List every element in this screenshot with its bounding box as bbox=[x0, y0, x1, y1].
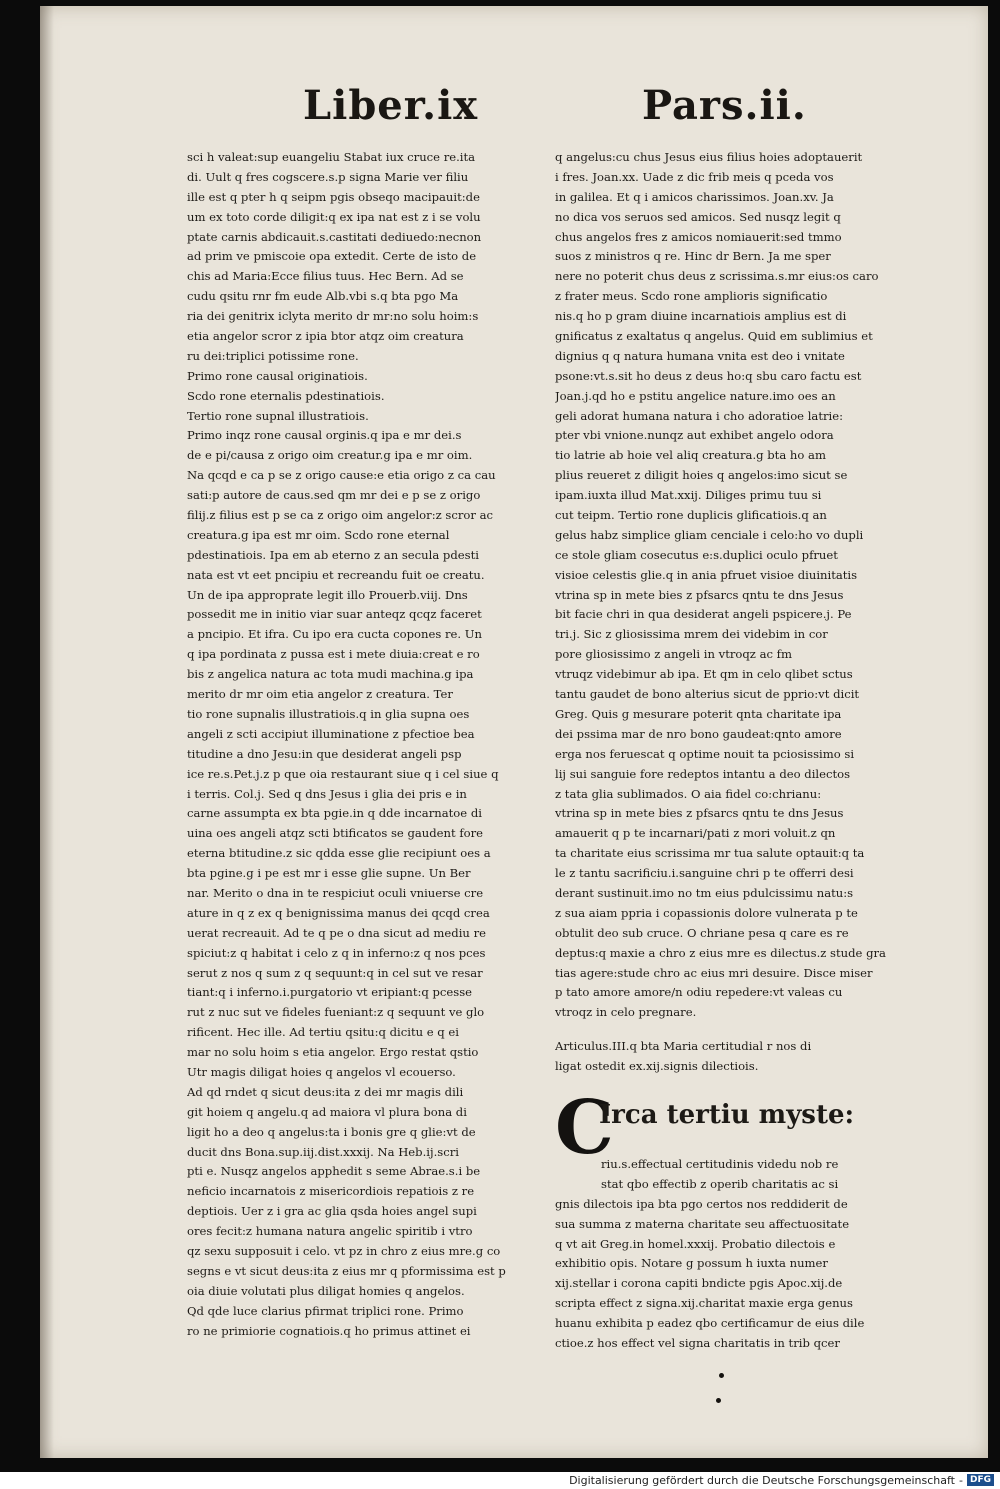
article-heading bbox=[555, 1037, 927, 1077]
text-line: ro ne primiorie cognatiois.q ho primus attinet ei bbox=[187, 1323, 471, 1338]
text-line: Tertio rone supnal illustratiois. bbox=[187, 408, 369, 423]
text-line: z frater meus. Scdo rone amplioris significatio bbox=[555, 289, 828, 304]
text-line: sua summa z materna charitate seu affectuositate bbox=[555, 1216, 850, 1231]
text-line: Qd qde luce clarius pfirmat triplici rone. Primo bbox=[187, 1303, 464, 1318]
left-text-column bbox=[187, 148, 559, 1341]
text-line: titudine a dno Jesu:in que desiderat angeli psp bbox=[187, 746, 462, 761]
text-line: sci h valeat:sup euangeliu Stabat iux cruce re.ita bbox=[187, 150, 476, 164]
text-line: tio latrie ab hoie vel aliq creatura.g bta ho am bbox=[555, 448, 826, 463]
text-line: pore gliosissimo z angeli in vtroqz ac fm bbox=[555, 647, 792, 662]
text-line: derant sustinuit.imo no tm eius pdulcissimu natu:s bbox=[555, 885, 854, 900]
initial-continuation-lines bbox=[601, 1155, 927, 1195]
text-line: bit facie chri in qua desiderat angeli pspicere.j. Pe bbox=[555, 607, 852, 622]
text-line: ad prim ve pmiscoie opa extedit. Certe de isto de bbox=[187, 249, 477, 264]
text-line: qz sexu supposuit i celo. vt pz in chro z eius mre.g co bbox=[187, 1243, 501, 1258]
text-line: ria dei genitrix iclyta merito dr mr:no solu hoim:s bbox=[187, 309, 479, 324]
footer-separator: - bbox=[959, 1474, 963, 1487]
text-line: z tata glia sublimados. O aia fidel co:chrianu: bbox=[555, 786, 822, 801]
text-line: Primo rone causal originatiois. bbox=[187, 368, 368, 383]
text-line: ores fecit:z humana natura angelic spiritib i vtro bbox=[187, 1224, 473, 1239]
text-line: ligat ostedit ex.xij.signis dilectiois. bbox=[555, 1059, 759, 1074]
text-line: tiant:q i inferno.i.purgatorio vt eripiant:q pcesse bbox=[187, 985, 473, 1000]
text-line: tio rone supnalis illustratiois.q in glia supna oes bbox=[187, 706, 470, 721]
text-line: dei pssima mar de nro bono gaudeat:qnto amore bbox=[555, 726, 842, 741]
text-line: tantu gaudet de bono alterius sicut de pprio:vt dicit bbox=[555, 687, 860, 702]
signature-mark-dot bbox=[716, 1398, 721, 1403]
decorated-initial-letter: C bbox=[555, 1084, 614, 1171]
text-line: serut z nos q sum z q sequunt:q in cel sut ve resar bbox=[187, 965, 483, 980]
text-line: geli adorat humana natura i cho adoratioe latrie: bbox=[555, 408, 844, 423]
footer-credit-text: Digitalisierung gefördert durch die Deutsche Forschungsgemeinschaft bbox=[569, 1474, 955, 1487]
running-head-left: Liber.ix bbox=[303, 82, 479, 129]
text-line: vtrina sp in mete bies z pfsarcs qntu te dns Jesus bbox=[555, 806, 844, 821]
text-line: huanu exhibita p eadez qbo certificamur de eius dile bbox=[555, 1316, 865, 1331]
text-line: le z tantu sacrificiu.i.sanguine chri p te offerri desi bbox=[555, 866, 854, 881]
text-line: etia angelor scror z ipia btor atqz oim creatura bbox=[187, 329, 464, 344]
text-line: eterna btitudine.z sic qdda esse glie recipiunt oes a bbox=[187, 846, 491, 861]
text-line: suos z ministros q re. Hinc dr Bern. Ja me sper bbox=[555, 249, 831, 264]
text-line: git hoiem q angelu.q ad maiora vl plura bona di bbox=[187, 1104, 467, 1119]
text-line: rut z nuc sut ve fideles fueniant:z q sequunt ve glo bbox=[187, 1005, 485, 1020]
text-line: p tato amore amore/n odiu repedere:vt valeas cu bbox=[555, 985, 843, 1000]
text-line: a pncipio. Et ifra. Cu ipo era cucta copones re. Un bbox=[187, 627, 482, 642]
text-line: z sua aiam ppria i copassionis dolore vulnerata p te bbox=[555, 905, 858, 920]
text-line: gnificatus z exaltatus q angelus. Quid em sublimius et bbox=[555, 329, 873, 344]
text-line: ature in q z ex q benignissima manus dei qcqd crea bbox=[187, 905, 490, 920]
text-line: deptiois. Uer z i gra ac glia qsda hoies angel supi bbox=[187, 1204, 477, 1219]
text-line: gnis dilectois ipa bta pgo certos nos reddiderit de bbox=[555, 1196, 848, 1211]
text-line: gelus habz simplice gliam cenciale i celo:ho vo dupli bbox=[555, 527, 864, 542]
text-line: ctioe.z hos effect vel signa charitatis in trib qcer bbox=[555, 1335, 840, 1350]
text-line: mar no solu hoim s etia angelor. Ergo restat qstio bbox=[187, 1045, 479, 1060]
text-line: nar. Merito o dna in te respiciut oculi vniuerse cre bbox=[187, 885, 484, 900]
text-line: de e pi/causa z origo oim creatur.g ipa e mr oim. bbox=[187, 448, 473, 463]
text-line: scripta effect z signa.xij.charitat maxie erga genus bbox=[555, 1296, 853, 1311]
text-line: Greg. Quis g mesurare poterit qnta charitate ipa bbox=[555, 706, 842, 721]
text-line: dignius q q natura humana vnita est deo i vnitate bbox=[555, 348, 845, 363]
text-line: Primo inqz rone causal orginis.q ipa e mr dei.s bbox=[187, 428, 462, 443]
text-line: Articulus.III.q bta Maria certitudial r nos di bbox=[555, 1039, 812, 1054]
text-line: stat qbo effectib z operib charitatis ac si bbox=[601, 1176, 839, 1191]
text-line: ice re.s.Pet.j.z p que oia restaurant siue q i cel siue q bbox=[187, 766, 499, 781]
text-line: chus angelos fres z amicos nomiauerit:sed tmmo bbox=[555, 229, 842, 244]
paragraph-gap bbox=[555, 1023, 927, 1037]
text-line: oia diuie volutati plus diligat homies q angelos. bbox=[187, 1283, 465, 1298]
text-line: nere no poterit chus deus z scrissima.s.mr eius:os caro bbox=[555, 269, 879, 284]
text-line: Scdo rone eternalis pdestinatiois. bbox=[187, 388, 385, 403]
text-line: Utr magis diligat hoies q angelos vl ecouerso. bbox=[187, 1064, 456, 1079]
text-line: q ipa pordinata z pussa est i mete diuia:creat e ro bbox=[187, 647, 480, 662]
text-line: xij.stellar i corona capiti bndicte pgis Apoc.xij.de bbox=[555, 1276, 843, 1291]
text-line: carne assumpta ex bta pgie.in q dde incarnatoe di bbox=[187, 806, 482, 821]
text-line: obtulit deo sub cruce. O chriane pesa q care es re bbox=[555, 925, 849, 940]
text-line: pdestinatiois. Ipa em ab eterno z an secula pdesti bbox=[187, 547, 479, 562]
text-line: cudu qsitu rnr fm eude Alb.vbi s.q bta pgo Ma bbox=[187, 289, 459, 304]
text-line: ru dei:triplici potissime rone. bbox=[187, 348, 359, 363]
text-line: nata est vt eet pncipiu et recreandu fuit oe creatu. bbox=[187, 567, 485, 582]
text-line: di. Uult q fres cogscere.s.p signa Marie ver filiu bbox=[187, 169, 469, 184]
text-line: um ex toto corde diligit:q ex ipa nat est z i se volu bbox=[187, 209, 481, 224]
text-line: q vt ait Greg.in homel.xxxij. Probatio dilectois e bbox=[555, 1236, 836, 1251]
text-line: i fres. Joan.xx. Uade z dic frib meis q pceda vos bbox=[555, 169, 834, 184]
initial-first-line: Irca tertiu myste: bbox=[599, 1099, 855, 1130]
text-line: Un de ipa approprate legit illo Prouerb.viij. Dns bbox=[187, 587, 468, 602]
text-line: merito dr mr oim etia angelor z creatura. Ter bbox=[187, 687, 453, 702]
text-line: i terris. Col.j. Sed q dns Jesus i glia dei pris e in bbox=[187, 786, 467, 801]
text-line: psone:vt.s.sit ho deus z deus ho:q sbu caro factu est bbox=[555, 368, 862, 383]
text-line: riu.s.effectual certitudinis videdu nob re bbox=[601, 1156, 839, 1171]
text-line: uina oes angeli atqz scti btificatos se gaudent fore bbox=[187, 826, 484, 841]
right-column-upper-text bbox=[555, 148, 927, 1023]
text-line: uerat recreauit. Ad te q pe o dna sicut ad mediu re bbox=[187, 925, 486, 940]
text-line: pter vbi vnione.nunqz aut exhibet angelo odora bbox=[555, 428, 834, 443]
dfg-logo: DFG bbox=[967, 1474, 994, 1486]
text-line: ta charitate eius scrissima mr tua salute optauit:q ta bbox=[555, 846, 865, 861]
text-line: ptate carnis abdicauit.s.castitati dediuedo:necnon bbox=[187, 229, 482, 244]
text-line: ligit ho a deo q angelus:ta i bonis gre q glie:vt de bbox=[187, 1124, 476, 1139]
text-line: rificent. Hec ille. Ad tertiu qsitu:q dicitu e q ei bbox=[187, 1025, 459, 1040]
text-line: pti e. Nusqz angelos apphedit s seme Abrae.s.i be bbox=[187, 1164, 481, 1179]
text-line: neficio incarnatois z misericordiois repatiois z re bbox=[187, 1184, 475, 1199]
text-line: nis.q ho p gram diuine incarnatiois amplius est di bbox=[555, 309, 847, 324]
text-line: angeli z scti accipiut illuminatione z pfectioe bea bbox=[187, 726, 475, 741]
text-line: plius reueret z diligit hoies q angelos:imo sicut se bbox=[555, 468, 848, 483]
text-line: amauerit q p te incarnari/pati z mori voluit.z qn bbox=[555, 826, 836, 841]
text-line: in galilea. Et q i amicos charissimos. Joan.xv. Ja bbox=[555, 189, 834, 204]
text-line: visioe celestis glie.q in ania pfruet visioe diuinitatis bbox=[555, 567, 858, 582]
text-line: ducit dns Bona.sup.iij.dist.xxxij. Na Heb.ij.scri bbox=[187, 1144, 459, 1159]
text-line: possedit me in initio viar suar anteqz qcqz faceret bbox=[187, 607, 482, 622]
text-line: Joan.j.qd ho e pstitu angelice nature.imo oes an bbox=[555, 388, 836, 403]
digitization-footer bbox=[0, 1472, 1000, 1489]
text-line: vtroqz in celo pregnare. bbox=[555, 1005, 697, 1020]
text-line: bta pgine.g i pe est mr i esse glie supne. Un Ber bbox=[187, 866, 471, 881]
signature-mark-dot bbox=[719, 1373, 724, 1378]
text-line: ce stole gliam cosecutus e:s.duplici oculo pfruet bbox=[555, 547, 838, 562]
text-line: tias agere:stude chro ac eius mri desuire. Disce miser bbox=[555, 965, 873, 980]
running-head-right: Pars.ii. bbox=[642, 82, 807, 129]
text-line: q angelus:cu chus Jesus eius filius hoies adoptauerit bbox=[555, 150, 863, 164]
text-line: sati:p autore de caus.sed qm mr dei e p se z origo bbox=[187, 488, 481, 503]
page-gutter-shadow bbox=[40, 6, 54, 1458]
text-line: vtruqz videbimur ab ipa. Et qm in celo qlibet sctus bbox=[555, 667, 853, 682]
text-line: ipam.iuxta illud Mat.xxij. Diliges primu tuu si bbox=[555, 488, 822, 503]
text-line: vtrina sp in mete bies z pfsarcs qntu te dns Jesus bbox=[555, 587, 844, 602]
right-text-column bbox=[555, 148, 927, 1354]
text-line: filij.z filius est p se ca z origo oim angelor:z scror ac bbox=[187, 508, 493, 523]
right-column-lower-text bbox=[555, 1195, 927, 1354]
text-line: chis ad Maria:Ecce filius tuus. Hec Bern. Ad se bbox=[187, 269, 464, 284]
text-line: ille est q pter h q seipm pgis obseqo macipauit:de bbox=[187, 189, 480, 204]
text-line: deptus:q maxie a chro z eius mre es dilectus.z stude gra bbox=[555, 945, 886, 960]
text-line: creatura.g ipa est mr oim. Scdo rone eternal bbox=[187, 527, 450, 542]
text-line: Ad qd rndet q sicut deus:ita z dei mr magis dili bbox=[187, 1084, 464, 1099]
text-line: cut teipm. Tertio rone duplicis glificatiois.q an bbox=[555, 508, 827, 523]
text-line: tri.j. Sic z gliosissima mrem dei videbim in cor bbox=[555, 627, 828, 642]
text-line: segns e vt sicut deus:ita z eius mr q pformissima est p bbox=[187, 1263, 506, 1278]
text-line: Na qcqd e ca p se z origo cause:e etia origo z ca cau bbox=[187, 468, 496, 483]
text-line: exhibitio opis. Notare g possum h iuxta numer bbox=[555, 1256, 828, 1271]
text-line: spiciut:z q habitat i celo z q in inferno:z q nos pces bbox=[187, 945, 486, 960]
text-line: erga nos feruescat q optime nouit ta pciosissimo si bbox=[555, 746, 855, 761]
text-line: no dica vos seruos sed amicos. Sed nusqz legit q bbox=[555, 209, 841, 224]
text-line: lij sui sanguie fore redeptos intantu a deo dilectos bbox=[555, 766, 851, 781]
text-line: bis z angelica natura ac tota mudi machina.g ipa bbox=[187, 667, 474, 682]
